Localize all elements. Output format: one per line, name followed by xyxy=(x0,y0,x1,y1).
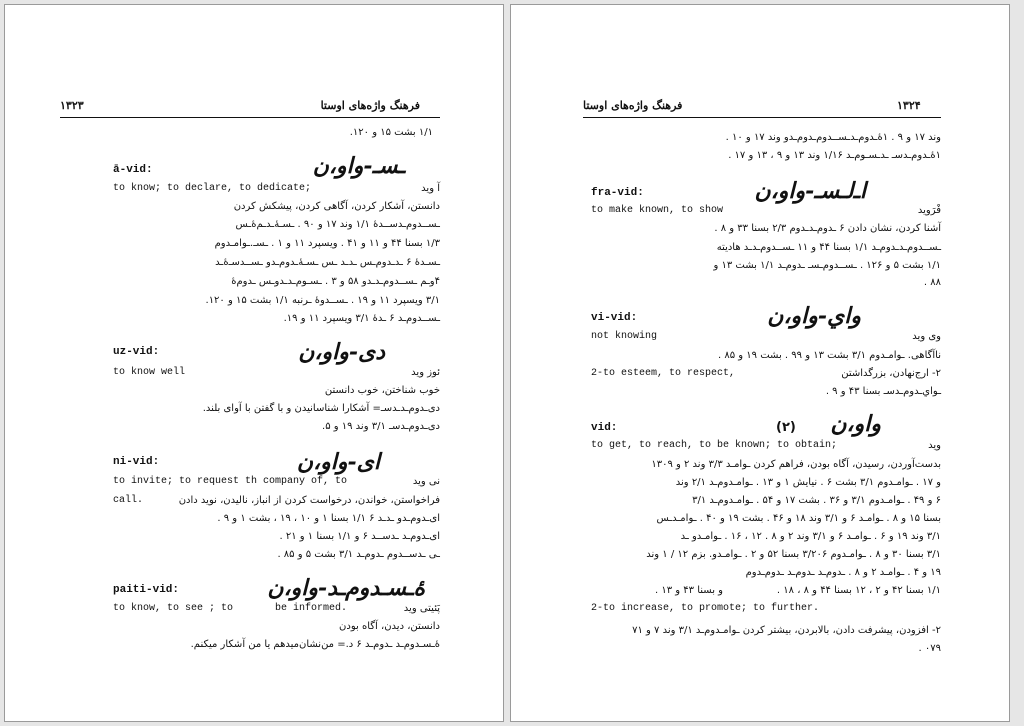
reference-line: بسنا ۱۵ و ۸ . ـوامـد ۶ و ۳/۱ وند ۱۸ و ۴۶ . بشت ۱۹ و ۴۰ . ـوامـد‌ـس xyxy=(656,513,941,524)
continuation-line: وند ۱۷ و ۹ . ۱ۀـدوم‌ـد‌ـسـ‌ـدوم‌ـدوم‌ـدو وند ۱۷ و ۱۰ . xyxy=(725,132,941,143)
entry-sense-2-persian: ۲- افزودن، پیشرفت دادن، بالابردن، بیشتر کردن ـوامـدوم‌ـد ۳/۱ وند ۷ و ۷۱ xyxy=(632,625,941,636)
entry-meaning: فراخواستن، خواندن، درخواست کردن از انباز، ناليدن، نويد دادن xyxy=(178,495,440,506)
running-title: فرهنگ واژه‌های اوستا xyxy=(320,99,420,112)
reference-line: ۱/۳ بسنا ۴۴ و ۱۱ و ۴۱ . ویسپرد ۱۱ و ۱ . ـسـ.ـوامـدوم xyxy=(214,238,440,249)
header-rule xyxy=(60,117,440,118)
left-page xyxy=(4,4,504,722)
entry-meaning: دانستن، دیدن، آگاه بودن xyxy=(339,621,440,632)
entry-persian: وی وید xyxy=(912,331,941,342)
entry-persian: پَئیتی وید xyxy=(403,603,440,614)
reference-line: دی‌ـدوم‌ـد‌ـدسـ= آشکارا شناسانیدن و با گفتن با آوای بلند. xyxy=(202,403,440,414)
reference-line: ۳/۱ بسنا ۳۰ و ۸ . ـوامـدوم ۳/۲۰۶ بسنا ۵۲ و ۲ . ـوامـدو. بزم ۱۲ / ۱ وند xyxy=(646,549,941,560)
reference-line: ۀـسـدوم‌ـد ـدوم‌ـد ۶ د.= من‌نشان‌میدهم یا من آشکار میکنم. xyxy=(190,639,440,650)
entry-sense-2-english: 2-to esteem, to respect, xyxy=(591,368,736,379)
entry-persian: وید xyxy=(928,440,941,451)
entry-headword: ā-vid: xyxy=(113,164,153,176)
reference-line: ـی ـدسـ‌ـدوم ـدوم‌ـد ۳/۱ بشت ۵ و ۸۵ . xyxy=(277,549,440,560)
homonym-number: (۲) xyxy=(776,420,796,435)
entry-english: to know, to see ; to xyxy=(113,603,234,614)
entry-english: to know well xyxy=(113,367,186,378)
reference-line: بدست‌آوردن، رسیدن، آگاه بودن، فراهم کردن ـوامـد ۳/۳ وند ۲ و ۱۳۰۹ xyxy=(651,459,941,470)
entry-meaning: خوب شناختن، خوب دانستن xyxy=(324,385,440,396)
reference-line: ۳/۱ وند ۱۹ و ۶ . ـوامـد ۶ و ۳/۱ وند ۲ و ۸ . ۱۲ ، ۱۶ . ـوامـدو ـد xyxy=(680,531,941,542)
entry-meaning: ناآگاهی. ـوامـدوم ۳/۱ بشت ۱۳ و ۹۹ . بشت ۱۹ و ۸۵ . xyxy=(718,350,941,361)
reference-line: دی‌ـدوم‌ـدسـ ۳/۱ وند ۱۹ و ۵. xyxy=(322,421,440,432)
continuation-line: ۱/۱ بشت ۱۵ و ۱۲۰. xyxy=(349,127,433,138)
avestan-script: واي-واو،ن xyxy=(767,303,861,329)
reference-line: ای‌ـدوم‌ـدو ـد‌ـد ۶ ۱/۱ بسنا ۱ و ۱۰ ، ۱۹ ، بشت ۱ و ۹ . xyxy=(217,513,440,524)
reference-line: ۰۷۹ . xyxy=(918,643,941,654)
reference-line: ـواي‌ـدوم‌ـدسـ بسنا ۴۳ و ۹ . xyxy=(825,386,941,397)
entry-english: to get, to reach, to be known; to obtain; xyxy=(591,440,838,451)
page-number: ۱۳۲۴ xyxy=(897,99,921,112)
reference-line: ۸۸ . xyxy=(923,277,941,288)
reference-line: ـسـ‌ـدوم‌ـد ۶ ‌ـدۀ ۳/۱ ویسپرد ۱۱ و ۱۹. xyxy=(283,313,440,324)
entry-english-continuation: be informed. xyxy=(275,603,348,614)
entry-persian: آ وید xyxy=(421,183,440,194)
page-number: ۱۳۲۳ xyxy=(60,99,84,112)
entry-sense-2-english: 2-to increase, to promote; to further. xyxy=(591,603,820,614)
reference-line: ۱/۱ بسنا ۴۲ و ۲ ، ۱۲ بسنا ۴۴ و ۸ ، ۱۸ . xyxy=(776,585,941,596)
reference-line: ای‌ـدوم‌ـد ـدسـ‌ـد ۶ و ۱/۱ بسنا ۱ و ۲۱ . xyxy=(279,531,440,542)
entry-headword: paiti-vid: xyxy=(113,584,180,596)
avestan-script: اـ‌لـسـ-واو،ن xyxy=(754,178,866,204)
entry-headword: ni-vid: xyxy=(113,456,160,468)
entry-sense-2-persian: ۲- ارج‌نهادن، بزرگداشتن xyxy=(841,368,941,379)
entry-meaning: دانستن، آشکار کردن، آگاهی کردن، پیشکش کردن xyxy=(233,201,440,212)
reference-line: و ۱۷ . ـوامـدوم ۳/۱ بشت ۶ . نیایش ۱ و ۱۳ . ـوامـدوم‌ـد ۲/۱ وند xyxy=(675,477,941,488)
reference-line: ۱/۱ بشت ۵ و ۱۲۶ . ـسـ‌ـدوم‌ـسـ ـدوم‌ـد ۱/۱ بشت ۱۳ و xyxy=(713,260,941,271)
avestan-script: ۀـسـدوم‌ـد-واو،ن xyxy=(267,575,425,601)
entry-english: not knowing xyxy=(591,331,658,342)
entry-headword: vid: xyxy=(591,422,618,434)
entry-headword: uz-vid: xyxy=(113,346,160,358)
header-rule xyxy=(583,117,941,118)
entry-persian: فْرَوید xyxy=(917,205,941,216)
entry-headword: fra-vid: xyxy=(591,187,644,199)
reference-line: ۶ و ۴۹ . ـوامـدوم ۳/۱ و ۳۶ . بشت ۱۷ و ۵۴ . ـوامـدوم‌ـد ۳/۱ xyxy=(692,495,941,506)
avestan-script: ـسـ-واو،ن xyxy=(312,153,405,179)
entry-english: to invite; to request th company of, to xyxy=(113,476,348,487)
avestan-script: دی-واو،ن xyxy=(298,339,385,365)
running-title: فرهنگ واژه‌های اوستا xyxy=(583,99,683,112)
reference-line: ـسـ‌ـدوم‌ـدسـ‌ـدۀ ۱/۱ وند ۱۷ و ۹۰ . ـسـۀ‌ـدـم‌ۀ‌ـس xyxy=(235,219,440,230)
reference-line: ـسـ‌ـدوم‌ـد‌ـدوم‌ـد ۱/۱ بسنا ۴۴ و ۱۱ ـسـ‌ـدوم‌ـدـد هادیته xyxy=(716,242,941,253)
avestan-script: ای-واو،ن xyxy=(296,449,380,475)
entry-english-continuation: call. xyxy=(113,495,144,506)
right-page xyxy=(510,4,1010,722)
entry-persian: نی وید xyxy=(412,476,440,487)
reference-line: ۳/۱ ویسپرد ۱۱ و ۱۹ . ـسـ‌ـدوۀ ـرنبه ۱/۱ بشت ۱۵ و ۱۲۰. xyxy=(205,295,440,306)
entry-meaning: آشنا کردن، نشان دادن ۶ ‌ـدوم‌ـد‌ـدوم ۲/۳ بسنا ۳۳ و ۸ . xyxy=(714,223,941,234)
entry-english: to make known, to show xyxy=(591,205,724,216)
entry-headword: vi-vid: xyxy=(591,312,638,324)
entry-persian: ئوز وید xyxy=(411,367,440,378)
entry-english: to know; to declare, to dedicate; xyxy=(113,183,312,194)
avestan-script: واو،ن xyxy=(830,411,881,437)
continuation-line: ۱ۀـدوم‌ـدسـ ـد‌ـسـوم‌ـد ۱/۱۶ وند ۱۳ و ۹ ، ۱۳ و ۱۷ . xyxy=(728,150,941,161)
reference-line: ۴و‌ـم ـسـ‌ـدوم‌ـدـدو ۵۸ و ۳ . ـسـوم‌ـدـدو‌ـس ـدوم‌ۀ xyxy=(231,276,440,287)
reference-line: ـسـدۀ ۶ ـد‌ـدوم‌ـس ـد‌ـد ـس ـسـۀ‌ـدوم‌ـدو ـسـ‌ـدسـ‌ۀ‌ـد xyxy=(215,257,440,268)
reference-line: ۱۹ و ۴ . ـوامـد ۲ و ۸ . ـدوم‌ـد ـدوم‌ـد ـدوم‌ـدوم xyxy=(745,567,941,578)
reference-line: و بسنا ۴۳ و ۱۳ . xyxy=(654,585,723,596)
